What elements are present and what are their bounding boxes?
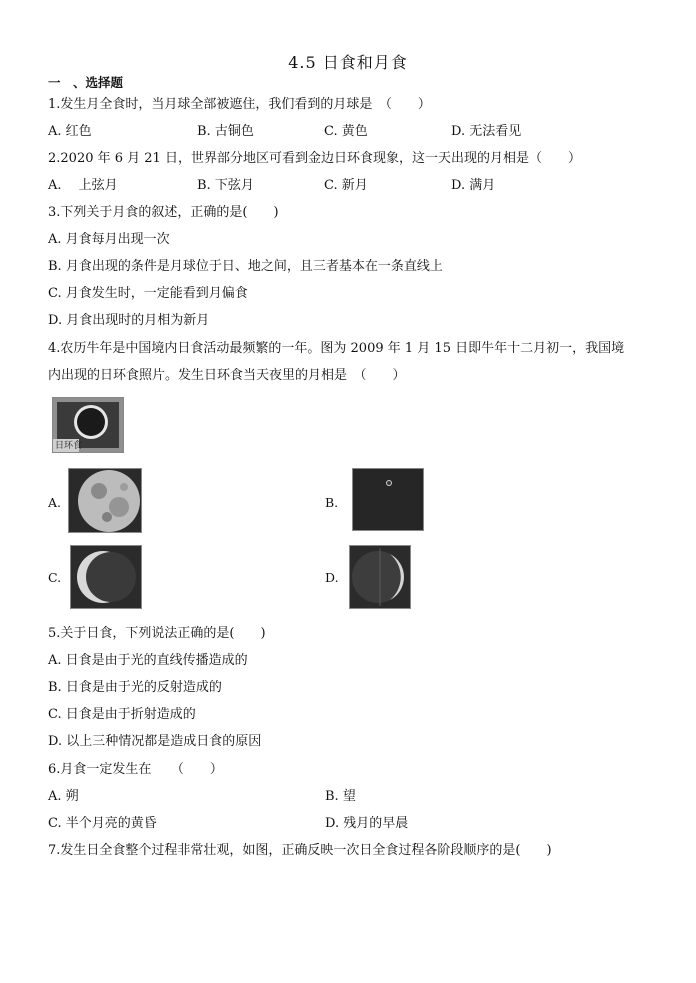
waxing-crescent-icon <box>71 546 141 608</box>
question-3-option-b[interactable]: B. 月食出现的条件是月球位于日、地之间，且三者基本在一条直线上 <box>48 259 443 274</box>
question-5-option-d[interactable]: D. 以上三种情况都是造成日食的原因 <box>48 734 262 749</box>
question-4-option-b-label[interactable]: B. <box>325 495 339 510</box>
annular-eclipse-photo <box>52 397 124 453</box>
question-6-option-d[interactable]: D. 残月的早晨 <box>325 816 409 831</box>
question-1-stem: 1.发生月全食时，当月球全部被遮住，我们看到的月球是 （ ） <box>48 97 431 112</box>
question-7-stem: 7.发生日全食整个过程非常壮观，如图，正确反映一次日全食过程各阶段顺序的是( ) <box>48 843 552 858</box>
question-4-option-b-image[interactable] <box>352 468 424 531</box>
question-4-stem-line-2: 内出现的日环食照片。发生日环食当天夜里的月相是 （ ） <box>48 368 406 383</box>
question-2-stem: 2.2020 年 6 月 21 日，世界部分地区可看到金边日环食现象，这一天出现的月相是（ ） <box>48 151 581 166</box>
photo-caption: 日环食 <box>55 441 83 451</box>
question-5-option-b[interactable]: B. 日食是由于光的反射造成的 <box>48 680 222 695</box>
question-3-stem: 3.下列关于月食的叙述，正确的是( ) <box>48 205 279 220</box>
question-5-option-c[interactable]: C. 日食是由于折射造成的 <box>48 707 196 722</box>
question-4-option-c-label[interactable]: C. <box>48 570 62 585</box>
question-4-stem-line-1: 4.农历牛年是中国境内日食活动最频繁的一年。图为 2009 年 1 月 15 日即牛年十二月初一，我国境 <box>48 341 625 356</box>
question-3-option-c[interactable]: C. 月食发生时，一定能看到月偏食 <box>48 286 248 301</box>
question-2-option-c[interactable]: C. 新月 <box>324 178 368 193</box>
question-6-option-c[interactable]: C. 半个月亮的黄昏 <box>48 816 157 831</box>
question-2-option-b[interactable]: B. 下弦月 <box>197 178 254 193</box>
question-5-option-a[interactable]: A. 日食是由于光的直线传播造成的 <box>48 653 248 668</box>
question-3-option-a[interactable]: A. 月食每月出现一次 <box>48 232 170 247</box>
question-4-option-d-label[interactable]: D. <box>325 570 339 585</box>
question-1-option-d[interactable]: D. 无法看见 <box>451 124 522 139</box>
question-1-option-c[interactable]: C. 黄色 <box>324 124 368 139</box>
question-3-option-d[interactable]: D. 月食出现时的月相为新月 <box>48 313 210 328</box>
question-2-option-a[interactable]: A. 上弦月 <box>48 178 118 193</box>
new-moon-icon <box>353 469 423 530</box>
question-4-option-d-image[interactable] <box>349 545 411 609</box>
question-4-option-c-image[interactable] <box>70 545 142 609</box>
full-moon-icon <box>69 469 141 532</box>
question-6-stem: 6.月食一定发生在 （ ） <box>48 762 223 777</box>
question-4-option-a-image[interactable] <box>68 468 142 533</box>
question-6-option-a[interactable]: A. 朔 <box>48 789 79 804</box>
section-heading: 一 、选择题 <box>48 75 124 90</box>
page-title: 4.5 日食和月食 <box>288 53 408 72</box>
question-2-option-d[interactable]: D. 满月 <box>451 178 496 193</box>
question-1-option-b[interactable]: B. 古铜色 <box>197 124 254 139</box>
question-6-option-b[interactable]: B. 望 <box>325 789 356 804</box>
waning-moon-icon <box>350 546 410 608</box>
question-1-option-a[interactable]: A. 红色 <box>48 124 92 139</box>
question-4-option-a-label[interactable]: A. <box>48 495 62 510</box>
question-5-stem: 5.关于日食，下列说法正确的是( ) <box>48 626 266 641</box>
